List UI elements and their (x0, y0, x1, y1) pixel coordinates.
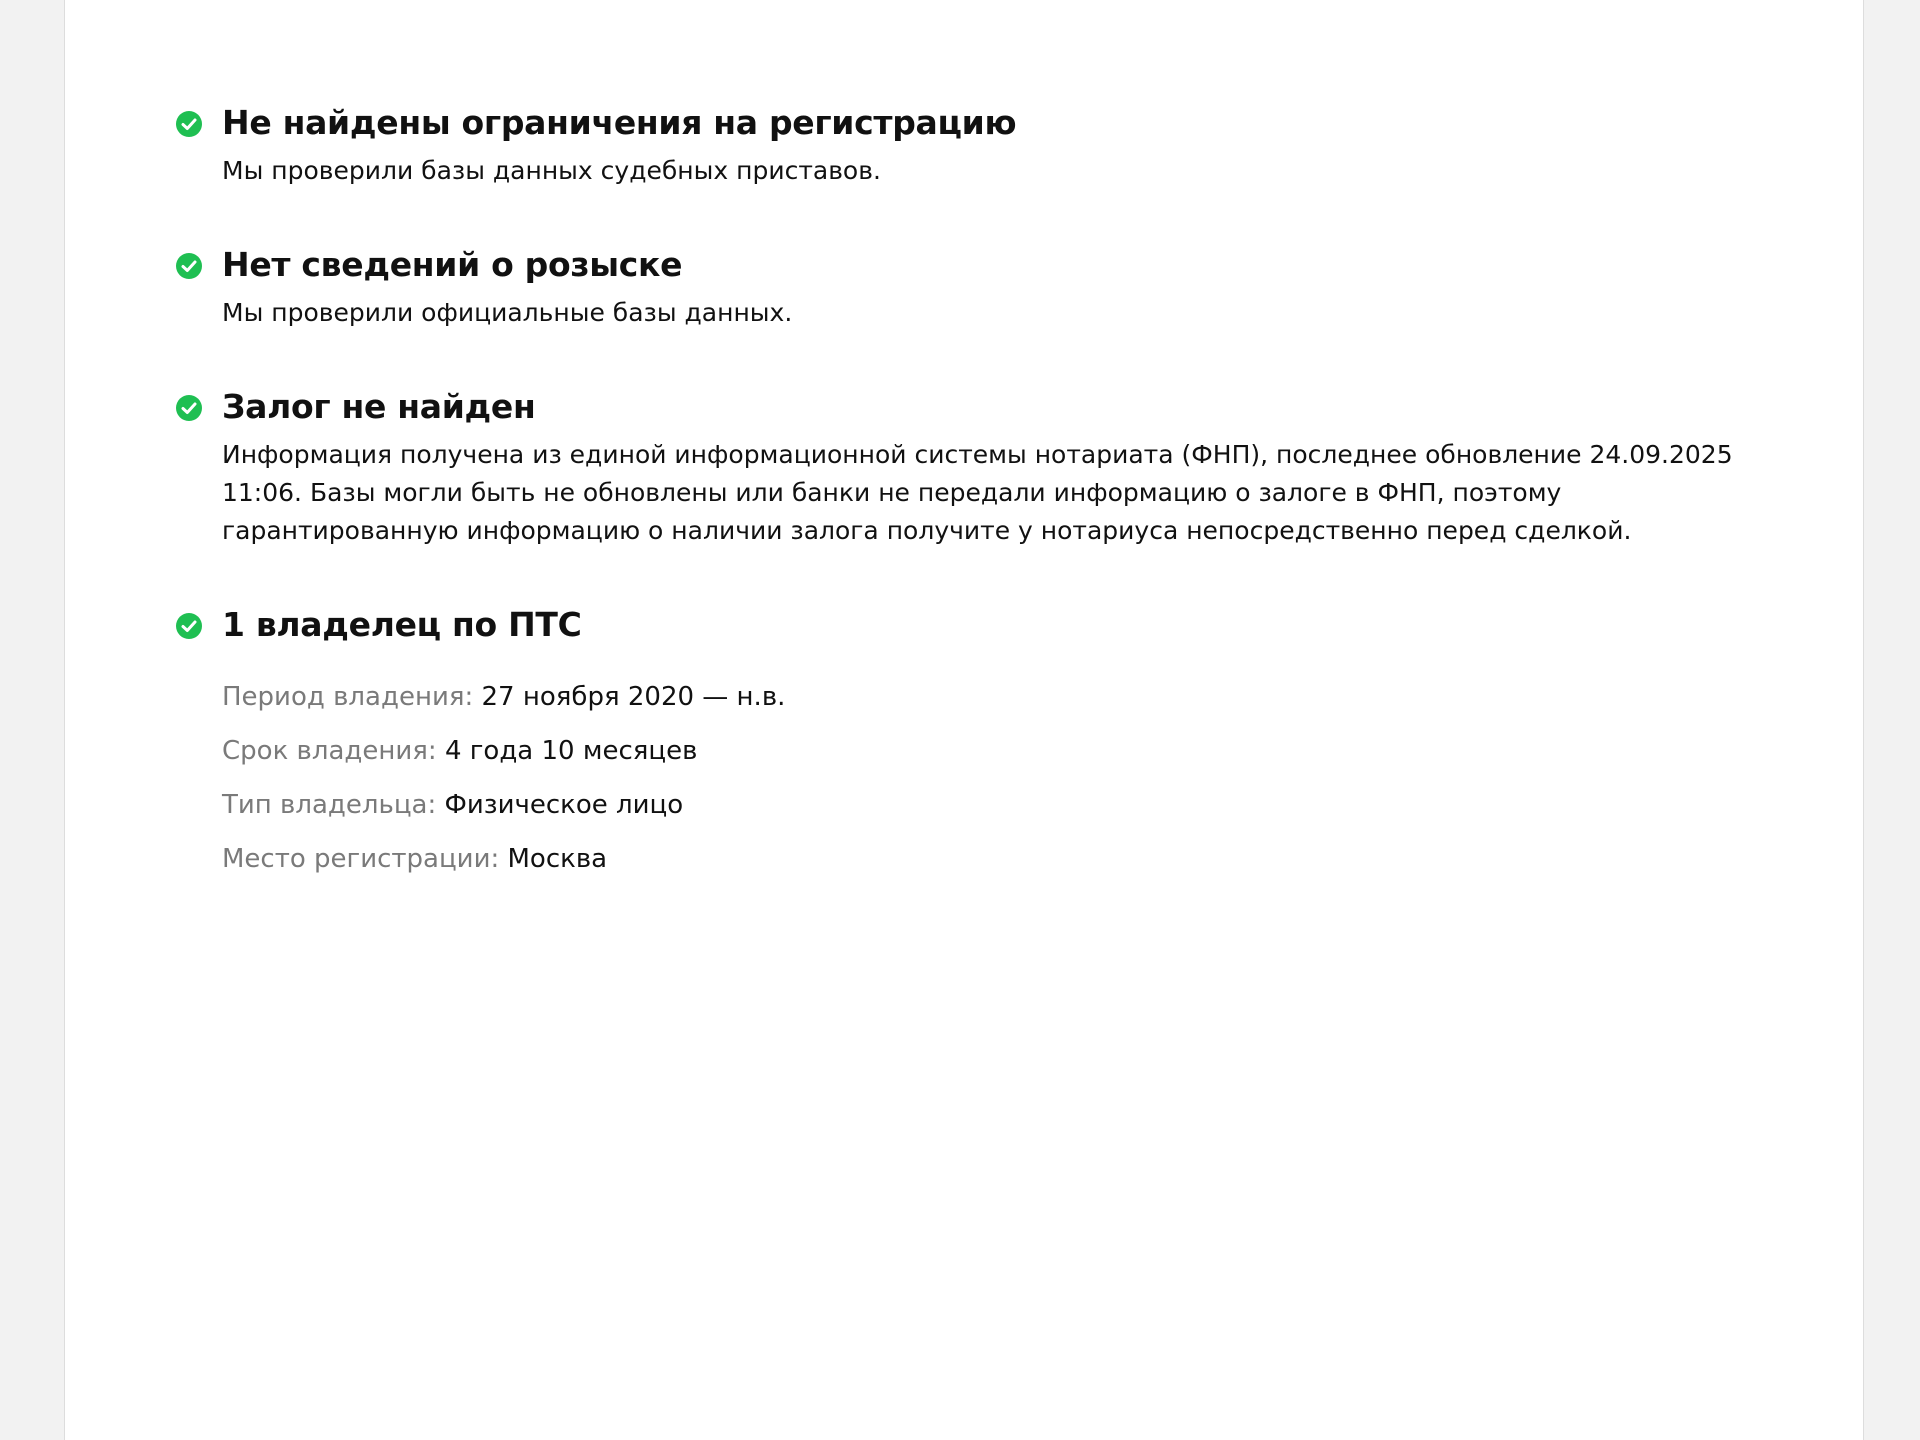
owner-type-row (222, 778, 1735, 832)
owner-region-row (222, 832, 1735, 886)
owner-duration-label: Срок владения: (222, 736, 437, 766)
checks-list (175, 98, 1735, 886)
check-description: Мы проверили базы данных судебных приставов. (222, 156, 881, 185)
check-owners (175, 600, 1735, 886)
check-registration-restrictions (175, 98, 1735, 190)
report-page (64, 0, 1864, 1440)
check-title: Залог не найден (222, 387, 536, 426)
owner-region-value: Москва (507, 844, 608, 874)
check-title: Не найдены ограничения на регистрацию (222, 103, 1017, 142)
check-title: Нет сведений о розыске (222, 245, 683, 284)
check-title: 1 владелец по ПТС (222, 605, 582, 644)
check-circle-icon (175, 252, 203, 280)
owner-duration-row (222, 724, 1735, 778)
check-pledge (175, 382, 1735, 550)
check-circle-icon (175, 110, 203, 138)
owner-type-value: Физическое лицо (444, 790, 684, 820)
owner-duration-value: 4 года 10 месяцев (444, 736, 698, 766)
owner-type-label: Тип владельца: (222, 790, 437, 820)
owner-details (222, 670, 1735, 886)
owner-period-value: 27 ноября 2020 — н.в. (481, 682, 786, 712)
owner-period-label: Период владения: (222, 682, 474, 712)
owner-region-label: Место регистрации: (222, 844, 500, 874)
check-description: Информация получена из единой информационной системы нотариата (ФНП), последнее обновление 24.09.2025 11:06. Базы могли быть не обновлены или банки не передали информацию о залоге в ФНП, поэтому гарантированную информацию о наличии залога получите у нотариуса непосредственно перед сделкой. (222, 440, 1733, 545)
check-wanted-status (175, 240, 1735, 332)
check-description: Мы проверили официальные базы данных. (222, 298, 793, 327)
check-circle-icon (175, 394, 203, 422)
check-circle-icon (175, 612, 203, 640)
owner-period-row (222, 670, 1735, 724)
